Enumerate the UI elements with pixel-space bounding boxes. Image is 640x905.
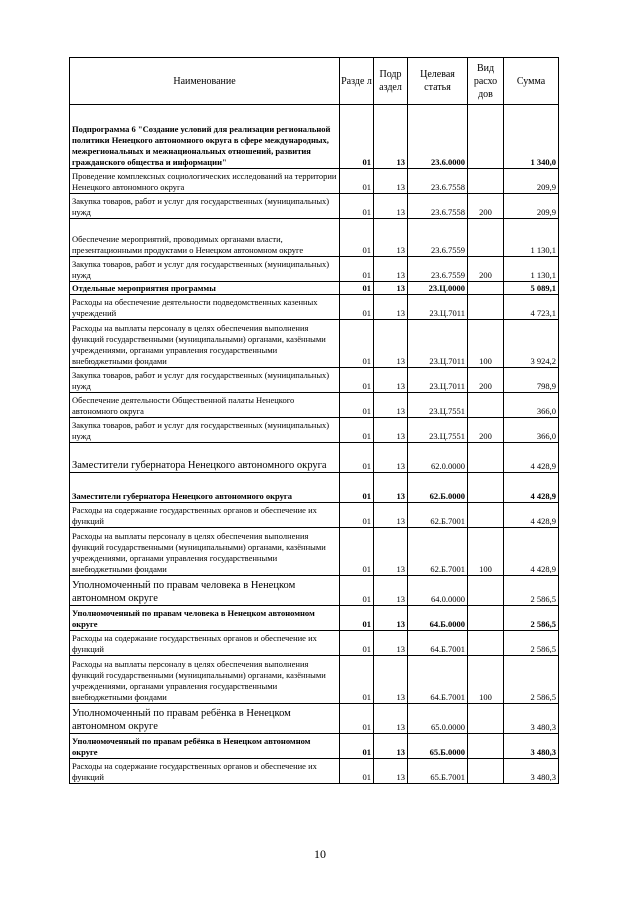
row-name: Обеспечение деятельности Общественной палаты Ненецкого автономного округа (70, 393, 340, 418)
table-row (70, 443, 559, 473)
row-name: Уполномоченный по правам ребёнка в Ненецком автономном округе (70, 704, 340, 734)
row-expense-type (468, 105, 504, 169)
row-amount: 3 480,3 (504, 759, 559, 784)
row-expense-type (468, 631, 504, 656)
row-name: Расходы на содержание государственных органов и обеспечение их функций (70, 759, 340, 784)
row-name: Закупка товаров, работ и услуг для государственных (муниципальных) нужд (70, 418, 340, 443)
table-row (70, 418, 559, 443)
row-subsection: 13 (374, 393, 408, 418)
row-expense-type: 200 (468, 257, 504, 282)
table-body (70, 105, 559, 784)
row-target: 23.6.7559 (408, 219, 468, 257)
row-target: 64.0.0000 (408, 576, 468, 606)
row-section: 01 (340, 473, 374, 503)
row-target: 65.Б.0000 (408, 734, 468, 759)
row-expense-type: 100 (468, 320, 504, 368)
row-subsection: 13 (374, 194, 408, 219)
table-row (70, 105, 559, 169)
row-name: Закупка товаров, работ и услуг для государственных (муниципальных) нужд (70, 194, 340, 219)
row-target: 62.Б.0000 (408, 473, 468, 503)
row-name: Проведение комплексных социологических исследований на территории Ненецкого автономного округа (70, 169, 340, 194)
row-amount: 4 428,9 (504, 443, 559, 473)
row-name: Заместители губернатора Ненецкого автономного округа (70, 473, 340, 503)
row-expense-type: 200 (468, 418, 504, 443)
row-target: 64.Б.0000 (408, 606, 468, 631)
row-section: 01 (340, 393, 374, 418)
row-section: 01 (340, 282, 374, 295)
row-name: Закупка товаров, работ и услуг для государственных (муниципальных) нужд (70, 257, 340, 282)
budget-table (69, 57, 559, 784)
row-section: 01 (340, 257, 374, 282)
row-target: 23.6.0000 (408, 105, 468, 169)
row-target: 23.Ц.7551 (408, 393, 468, 418)
row-section: 01 (340, 105, 374, 169)
table-row (70, 282, 559, 295)
table-row (70, 393, 559, 418)
row-section: 01 (340, 219, 374, 257)
row-target: 23.6.7558 (408, 194, 468, 219)
row-section: 01 (340, 295, 374, 320)
row-name: Подпрограмма 6 "Создание условий для реализации региональной политики Ненецкого автономного округа в сфере международных, межрегиональных и межнациональных отношений, развития гражданского общества и информации" (70, 105, 340, 169)
row-subsection: 13 (374, 576, 408, 606)
row-subsection: 13 (374, 631, 408, 656)
row-expense-type (468, 704, 504, 734)
row-name: Уполномоченный по правам человека в Ненецком автономном округе (70, 576, 340, 606)
row-target: 23.Ц.7011 (408, 368, 468, 393)
row-subsection: 13 (374, 734, 408, 759)
row-amount: 798,9 (504, 368, 559, 393)
row-amount: 366,0 (504, 418, 559, 443)
row-target: 65.0.0000 (408, 704, 468, 734)
row-subsection: 13 (374, 295, 408, 320)
row-section: 01 (340, 528, 374, 576)
row-expense-type (468, 606, 504, 631)
row-expense-type: 100 (468, 528, 504, 576)
row-target: 64.Б.7001 (408, 656, 468, 704)
row-expense-type (468, 443, 504, 473)
row-amount: 1 130,1 (504, 219, 559, 257)
row-amount: 3 924,2 (504, 320, 559, 368)
row-amount: 209,9 (504, 169, 559, 194)
table-row (70, 656, 559, 704)
row-target: 23.Ц.7551 (408, 418, 468, 443)
row-subsection: 13 (374, 704, 408, 734)
row-section: 01 (340, 576, 374, 606)
row-target: 23.6.7559 (408, 257, 468, 282)
row-expense-type (468, 473, 504, 503)
table-row (70, 257, 559, 282)
table-row (70, 528, 559, 576)
row-amount: 2 586,5 (504, 631, 559, 656)
row-expense-type (468, 503, 504, 528)
row-expense-type (468, 282, 504, 295)
row-expense-type (468, 734, 504, 759)
row-amount: 4 723,1 (504, 295, 559, 320)
row-target: 64.Б.7001 (408, 631, 468, 656)
row-target: 65.Б.7001 (408, 759, 468, 784)
row-name: Расходы на обеспечение деятельности подведомственных казенных учреждений (70, 295, 340, 320)
row-amount: 4 428,9 (504, 473, 559, 503)
table-row (70, 473, 559, 503)
table-row (70, 759, 559, 784)
row-subsection: 13 (374, 219, 408, 257)
row-subsection: 13 (374, 368, 408, 393)
table-row (70, 320, 559, 368)
row-subsection: 13 (374, 759, 408, 784)
header-target: Целевая статья (408, 58, 468, 105)
row-name: Уполномоченный по правам человека в Ненецком автономном округе (70, 606, 340, 631)
header-name: Наименование (70, 58, 340, 105)
header-amount: Сумма (504, 58, 559, 105)
row-amount: 209,9 (504, 194, 559, 219)
row-subsection: 13 (374, 473, 408, 503)
table-row (70, 368, 559, 393)
row-target: 23.Ц.7011 (408, 320, 468, 368)
table-row (70, 576, 559, 606)
table-header (70, 58, 559, 105)
row-subsection: 13 (374, 105, 408, 169)
row-expense-type (468, 393, 504, 418)
row-section: 01 (340, 194, 374, 219)
row-expense-type: 200 (468, 368, 504, 393)
row-amount: 2 586,5 (504, 576, 559, 606)
row-target: 23.Ц.0000 (408, 282, 468, 295)
page-number: 10 (314, 847, 326, 861)
row-name: Расходы на содержание государственных органов и обеспечение их функций (70, 631, 340, 656)
row-target: 62.Б.7001 (408, 528, 468, 576)
row-subsection: 13 (374, 320, 408, 368)
row-amount: 1 340,0 (504, 105, 559, 169)
table-row (70, 169, 559, 194)
table-row (70, 295, 559, 320)
row-subsection: 13 (374, 169, 408, 194)
table-row (70, 503, 559, 528)
row-amount: 4 428,9 (504, 503, 559, 528)
row-section: 01 (340, 631, 374, 656)
row-amount: 2 586,5 (504, 656, 559, 704)
row-section: 01 (340, 169, 374, 194)
table-row (70, 734, 559, 759)
row-section: 01 (340, 418, 374, 443)
row-target: 62.0.0000 (408, 443, 468, 473)
row-name: Расходы на выплаты персоналу в целях обеспечения выполнения функций государственными (муниципальными) органами, казёнными учреждениями, органами управления государственными внебюджетными фондами (70, 656, 340, 704)
row-name: Обеспечение мероприятий, проводимых органами власти, презентационными продуктами о Ненецком автономном округе (70, 219, 340, 257)
row-section: 01 (340, 759, 374, 784)
row-name: Уполномоченный по правам ребёнка в Ненецком автономном округе (70, 734, 340, 759)
row-target: 23.Ц.7011 (408, 295, 468, 320)
row-amount: 3 480,3 (504, 704, 559, 734)
row-amount: 5 089,1 (504, 282, 559, 295)
row-expense-type: 200 (468, 194, 504, 219)
table-row (70, 631, 559, 656)
row-subsection: 13 (374, 282, 408, 295)
row-name: Заместители губернатора Ненецкого автономного округа (70, 443, 340, 473)
row-name: Расходы на содержание государственных органов и обеспечение их функций (70, 503, 340, 528)
row-name: Закупка товаров, работ и услуг для государственных (муниципальных) нужд (70, 368, 340, 393)
row-name: Отдельные мероприятия программы (70, 282, 340, 295)
row-amount: 3 480,3 (504, 734, 559, 759)
row-expense-type (468, 219, 504, 257)
row-name: Расходы на выплаты персоналу в целях обеспечения выполнения функций государственными (муниципальными) органами, казёнными учреждениями, органами управления государственными внебюджетными фондами (70, 320, 340, 368)
row-subsection: 13 (374, 257, 408, 282)
row-amount: 1 130,1 (504, 257, 559, 282)
header-subsection: Подр аздел (374, 58, 408, 105)
row-expense-type (468, 759, 504, 784)
table-row (70, 194, 559, 219)
row-target: 23.6.7558 (408, 169, 468, 194)
table-row (70, 219, 559, 257)
row-section: 01 (340, 320, 374, 368)
row-amount: 366,0 (504, 393, 559, 418)
header-expense-type: Вид расхо дов (468, 58, 504, 105)
row-target: 62.Б.7001 (408, 503, 468, 528)
row-amount: 4 428,9 (504, 528, 559, 576)
row-section: 01 (340, 503, 374, 528)
row-amount: 2 586,5 (504, 606, 559, 631)
row-expense-type (468, 169, 504, 194)
row-subsection: 13 (374, 418, 408, 443)
row-section: 01 (340, 443, 374, 473)
row-subsection: 13 (374, 528, 408, 576)
row-section: 01 (340, 656, 374, 704)
row-subsection: 13 (374, 606, 408, 631)
table-row (70, 704, 559, 734)
row-section: 01 (340, 606, 374, 631)
row-subsection: 13 (374, 443, 408, 473)
table-row (70, 606, 559, 631)
row-expense-type (468, 576, 504, 606)
row-section: 01 (340, 734, 374, 759)
row-expense-type (468, 295, 504, 320)
row-name: Расходы на выплаты персоналу в целях обеспечения выполнения функций государственными (муниципальными) органами, казёнными учреждениями, органами управления государственными внебюджетными фондами (70, 528, 340, 576)
row-subsection: 13 (374, 503, 408, 528)
row-section: 01 (340, 368, 374, 393)
header-section: Разде л (340, 58, 374, 105)
row-subsection: 13 (374, 656, 408, 704)
row-section: 01 (340, 704, 374, 734)
row-expense-type: 100 (468, 656, 504, 704)
